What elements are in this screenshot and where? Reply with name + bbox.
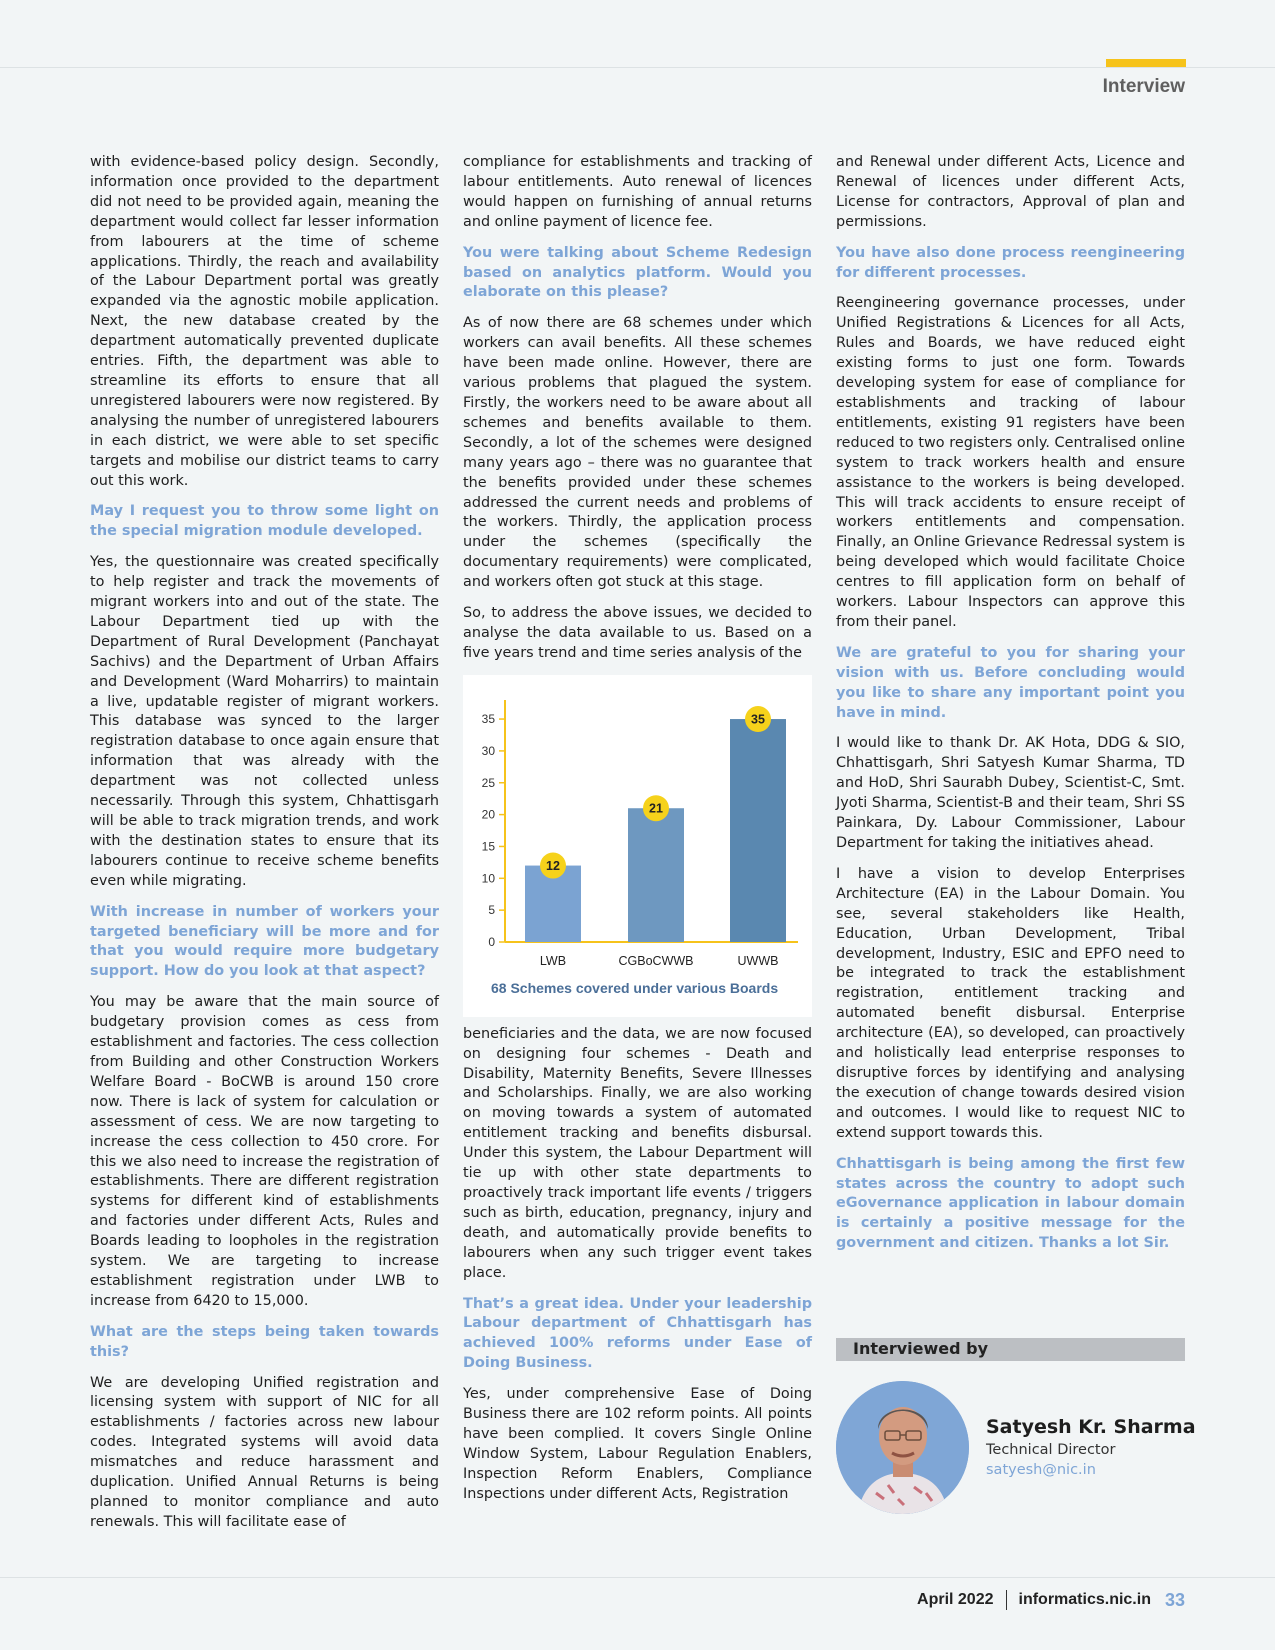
x-tick-label: CGBoCWWB	[618, 953, 694, 968]
answer-paragraph: I have a vision to develop Enterprises Architecture (EA) in the Labour Domain. You see, several stakeholders like Health, Education, Urban Development, Tribal development, Industry, ESIC and EPFO need to be integrated to track the establishment registration, entitlement tracking and automated benefit disbursal. Enterprise architecture (EA), so developed, can proactively and holistically lead enterprise responses to disruptive forces by identifying and analysing the execution of change towards desired vision and outcomes. I would like to request NIC to extend support towards this.	[836, 865, 1185, 1141]
interviewer-heading: Interviewed by	[853, 1339, 989, 1358]
x-tick-label: LWB	[539, 953, 567, 968]
column-2-top	[463, 153, 812, 664]
answer-paragraph: You may be aware that the main source of budgetary provision comes as cess from establishment and factories. The cess collection from Building and other Construction Workers Welfare Board - BoCWB is around 150 crore now. There is lack of system for calculation or assessment of cess. We are now targeting to increase the cess collection to 450 crore. For this we also need to increase the registration of establishments. There are different registration systems for different kind of establishments and factories under different Acts, Rules and Boards leading to loopholes in the registration system. We are targeting to increase establishment registration under LWB to increase from 6420 to 15,000.	[90, 994, 439, 1309]
footer	[917, 1588, 1185, 1612]
answer-paragraph: Reengineering governance processes, under Unified Registrations & Licences for all Acts, Rules and Boards, we have reduced eight existing forms to just one form. Towards developing system for ease of compliance for establishments and tracking of labour entitlements, existing 91 registers have been reduced to two registers only. Centralised online system to track workers health and ensure assistance to the workers is being developed. This will track accidents to ensure receipt of workers entitlements and compensation. Finally, an Online Grievance Redressal system is being developed which would facilitate Choice centres to fill application form on behalf of workers. Labour Inspectors can approve this from their panel.	[836, 295, 1185, 630]
avatar	[836, 1381, 969, 1514]
question-paragraph: What are the steps being taken towards this?	[90, 1323, 439, 1360]
data-label: 12	[546, 858, 560, 873]
chart-title: 68 Schemes covered under various Boards	[491, 979, 779, 996]
answer-paragraph: I would like to thank Dr. AK Hota, DDG & SIO, Chhattisgarh, Shri Satyesh Kumar Sharma, TD and HoD, Shri Saurabh Dubey, Scientist-C, Smt. Jyoti Sharma, Scientist-B and their team, Shri SS Painkara, Dy. Labour Commissioner, Labour Department for taking the initiatives ahead.	[836, 735, 1185, 851]
y-tick-label: 10	[481, 871, 495, 886]
column-2	[463, 153, 812, 1516]
bottom-rule	[0, 1577, 1275, 1578]
question-paragraph: May I request you to throw some light on the special migration module developed.	[90, 503, 439, 540]
question-paragraph: Chhattisgarh is being among the first few states across the country to adopt such eGovernance application in labour domain is certainly a positive message for the government and citizen. Thanks a lot Sir.	[836, 1155, 1185, 1252]
page-number: 33	[1164, 1589, 1185, 1610]
interviewer-email[interactable]: satyesh@nic.in	[986, 1462, 1096, 1478]
section-label: Interview	[1102, 76, 1185, 97]
footer-separator	[1006, 1590, 1007, 1610]
y-tick-label: 0	[488, 934, 495, 949]
interviewer-card	[836, 1338, 1196, 1518]
answer-paragraph: with evidence-based policy design. Secondly, information once provided to the department did not need to be provided again, meaning the department would collect far lesser information from labourers at the time of scheme applications. Thirdly, the reach and availability of the Labour Department portal was greatly expanded via the agnostic mobile application. Next, the new database created by the department automatically prevented duplicate entries. Fifth, the department was able to streamline its efforts to ensure that all unregistered labourers were now registered. By analysing the number of unregistered labourers in each district, we were able to set specific targets and mobilise our district teams to carry out this work.	[90, 154, 439, 489]
footer-issue: April 2022	[917, 1591, 994, 1608]
column-1	[90, 153, 439, 1544]
y-tick-label: 25	[481, 775, 495, 790]
question-paragraph: You were talking about Scheme Redesign based on analytics platform. Would you elaborate on this please?	[463, 244, 812, 301]
avatar-portrait-icon	[836, 1381, 969, 1514]
column-3	[836, 153, 1185, 1265]
question-paragraph: With increase in number of workers your targeted beneficiary will be more and for that you would require more budgetary support. How do you look at that aspect?	[90, 903, 439, 980]
data-label: 35	[751, 712, 765, 727]
data-label: 21	[649, 801, 663, 816]
bar-uwwb	[730, 719, 786, 942]
y-tick-label: 5	[488, 902, 495, 917]
bar-cgbocwwb	[628, 808, 684, 942]
x-tick-label: UWWB	[737, 953, 779, 968]
bar-chart	[463, 675, 812, 1017]
answer-paragraph: compliance for establishments and tracking of labour entitlements. Auto renewal of licences would happen on furnishing of annual returns and online payment of licence fee.	[463, 154, 812, 230]
answer-paragraph: Yes, the questionnaire was created specifically to help register and track the movements of migrant workers into and out of the state. The Labour Department tied up with the Department of Rural Development (Panchayat Sachivs) and the Department of Urban Affairs and Development (Ward Moharrirs) to maintain a live, updatable register of migrant workers. This database was synced to the larger registration database to once again ensure that information that was already with the department was not collected unless necessarily. Through this system, Chhattisgarh will be able to track migration trends, and work with the destination states to ensure that its labourers continue to receive scheme benefits even while migrating.	[90, 554, 439, 889]
chart-svg	[463, 675, 812, 1017]
answer-paragraph: Yes, under comprehensive Ease of Doing Business there are 102 reform points. All points have been complied. It covers Single Online Window System, Labour Regulation Enablers, Inspection Reform Enablers, Compliance Inspections under different Acts, Registration	[463, 1386, 812, 1502]
y-tick-label: 15	[481, 839, 495, 854]
answer-paragraph: beneficiaries and the data, we are now focused on designing four schemes - Death and Disability, Maternity Benefits, Severe Illnesses and Scholarships. Finally, we are also working on moving towards a system of automated entitlement tracking and benefits disbursal. Under this system, the Labour Department will tie up with other state departments to proactively track important life events / triggers such as birth, education, pregnancy, injury and death, and automatically provide benefits to labourers when any such trigger event takes place.	[463, 1025, 812, 1281]
answer-paragraph: So, to address the above issues, we decided to analyse the data available to us. Based on a five years trend and time series analysis of the	[463, 605, 812, 661]
top-rule	[0, 67, 1275, 68]
interviewer-title: Technical Director	[986, 1442, 1116, 1458]
question-paragraph: That’s a great idea. Under your leadership Labour department of Chhattisgarh has achieved 100% reforms under Ease of Doing Business.	[463, 1295, 812, 1372]
interviewer-name: Satyesh Kr. Sharma	[986, 1416, 1196, 1438]
footer-site[interactable]: informatics.nic.in	[1018, 1591, 1151, 1608]
y-tick-label: 35	[481, 711, 495, 726]
y-tick-label: 20	[481, 807, 495, 822]
question-paragraph: We are grateful to you for sharing your vision with us. Before concluding would you like to share any important point you have in mind.	[836, 644, 1185, 721]
answer-paragraph: As of now there are 68 schemes under which workers can avail benefits. All these schemes have been made online. However, there are various problems that plagued the system. Firstly, the workers need to be aware about all schemes and benefits available to them. Secondly, a lot of the schemes were designed many years ago – there was no guarantee that the benefits provided under these schemes addressed the current needs and problems of the workers. Thirdly, the application process under the schemes (specifically the documentary requirements) were complicated, and workers often got stuck at this stage.	[463, 315, 812, 591]
answer-paragraph: and Renewal under different Acts, Licence and Renewal of licences under different Acts, License for contractors, Approval of plan and permissions.	[836, 154, 1185, 230]
column-2-bottom	[463, 1025, 812, 1505]
interviewer-heading-bar	[836, 1338, 1185, 1361]
question-paragraph: You have also done process reengineering for different processes.	[836, 244, 1185, 281]
y-tick-label: 30	[481, 743, 495, 758]
accent-bar	[1106, 59, 1186, 67]
answer-paragraph: We are developing Unified registration and licensing system with support of NIC for all establishments / factories across new labour codes. Integrated systems will avoid data mismatches and reduce harassment and duplication. Unified Annual Returns is being planned to monitor compliance and auto renewals. This will facilitate ease of	[90, 1374, 439, 1530]
